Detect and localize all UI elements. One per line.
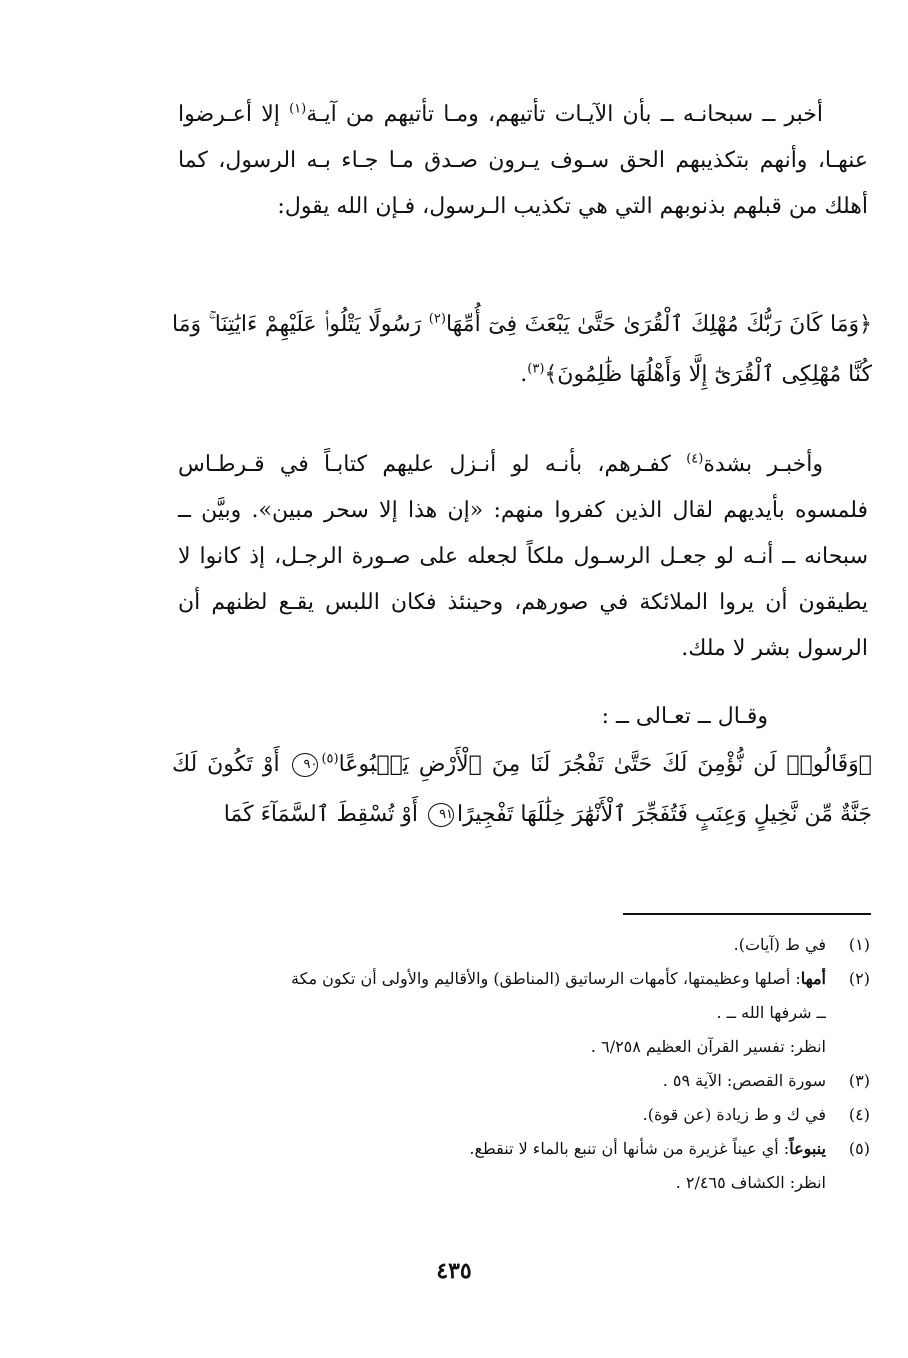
footnote-4 — [180, 1098, 870, 1132]
paragraph-3 — [178, 694, 868, 740]
paragraph-2-text-a: وأخبـر بشدة — [703, 452, 823, 477]
footnote-ref-1[interactable]: (١) — [289, 101, 307, 117]
footnote-5 — [180, 1132, 870, 1166]
verse-2-text-c: أَوْ تُسْقِطَ ٱلسَّمَآءَ كَمَا — [223, 802, 426, 827]
footnote-ref-2[interactable]: (٢) — [428, 311, 446, 327]
verse-2-text-a: ﴿وَقَالُوا۟ لَن نُّؤْمِنَ لَكَ حَتَّىٰ تَفْجُرَ لَنَا مِنَ ٱلْأَرْضِ يَنۢبُوعًا — [338, 752, 872, 777]
footnote-5-number: (٥) — [848, 1139, 870, 1158]
footnote-2-number: (٢) — [848, 969, 870, 988]
footnote-2-body — [180, 962, 826, 996]
footnote-2-continuation: ــ شرفها الله ــ . — [716, 1003, 826, 1022]
footnote-divider — [623, 913, 871, 915]
footnote-1-number: (١) — [848, 935, 870, 954]
footnote-4-number: (٤) — [848, 1105, 870, 1124]
footnote-5-text: : أي عيناً غزيرة من شأنها أن تنبع بالماء لا تنقطع. — [469, 1139, 790, 1158]
paragraph-2 — [178, 442, 868, 672]
footnote-2-term: أمها — [800, 969, 826, 988]
paragraph-3-text: وقـال ــ تعـالى ــ : — [601, 704, 768, 729]
verse-2-text-b: أَوْ تَكُونَ لَكَ جَنَّةٌ مِّن نَّخِيلٍ وَعِنَبٍ فَتُفَجِّرَ ٱلْأَنْهَٰرَ خِلَٰلَهَا تَفْجِيرًا — [172, 752, 872, 827]
footnote-3 — [180, 1064, 870, 1098]
paragraph-1-text-b: إلا أعـرضوا عنهـا، وأنهم بتكذيبهم الحق سـوف يـرون صـدق مـا جـاء بـه الرسول، كما أهلك من قبلهم بذنوبهم التي هي تكذيب الـرسول، فـإن الله يقول: — [178, 102, 868, 219]
footnote-ref-4[interactable]: (٤) — [686, 451, 704, 467]
paragraph-2-text-b: كفـرهم، بأنـه لو أنـزل عليهم كتابـاً في قـرطـاس فلمسوه بأيديهم لقال الذين كفروا منهم: «إن هذا إلا سحر مبين». وبيَّن ــ سبحانه ــ أنـه لو جعـل الرسـول ملكاً لجعله على صـورة الرجـل، إذ كانوا لا يطيقون أن يروا الملائكة في صورهم، وحينئذ فكان اللبس يقـع لظنهم أن الرسول بشر لا ملك. — [178, 452, 868, 661]
paragraph-1-text-a: أخبر ــ سبحانـه ــ بأن الآيـات تأتيهم، ومـا تأتيهم من آيـة — [306, 102, 823, 127]
footnote-5-term: ينبوعاً — [789, 1139, 826, 1158]
footnotes-section — [180, 928, 870, 1200]
footnote-ref-5[interactable]: (٥) — [321, 751, 339, 767]
verse-1-text-b: رَسُولًا يَتْلُوا۟ عَلَيْهِمْ ءَايَٰتِنَا ۚ وَمَا كُنَّا مُهْلِكِى ٱلْقُرَىٰٓ إِلَّا وَأَهْلُهَا ظَٰلِمُونَ﴾ — [172, 312, 872, 387]
footnote-2-text: : أصلها وعظيمتها، كأمهات الرساتيق (المناطق) والأقاليم والأولى أن تكون مكة — [291, 969, 801, 988]
footnote-1 — [180, 928, 870, 962]
paragraph-1 — [178, 92, 868, 230]
verse-1-text-a: ﴿وَمَا كَانَ رَبُّكَ مُهْلِكَ ٱلْقُرَىٰ حَتَّىٰ يَبْعَثَ فِىٓ أُمِّهَا — [445, 312, 873, 337]
quran-verse-1 — [172, 300, 872, 400]
footnote-4-text: في ك و ط زيادة (عن قوة). — [642, 1105, 826, 1124]
footnote-2 — [180, 962, 870, 996]
footnote-3-text: سورة القصص: الآية ٥٩ . — [662, 1071, 826, 1090]
verse-number-90-marker: ٩٠ — [292, 753, 318, 777]
footnote-ref-3[interactable]: (٣) — [527, 361, 545, 377]
footnote-5-reference: انظر: الكشاف ٢/٤٦٥ . — [675, 1173, 826, 1192]
footnote-2-reference: انظر: تفسير القرآن العظيم ٦/٢٥٨ . — [590, 1037, 826, 1056]
footnote-5-body — [180, 1132, 826, 1166]
quran-verse-2 — [172, 740, 872, 840]
footnote-1-text: في ط (آيات). — [733, 935, 826, 954]
verse-1-end: . — [520, 362, 528, 387]
verse-number-91-marker: ٩١ — [428, 803, 454, 827]
footnote-3-number: (٣) — [848, 1071, 870, 1090]
page-number: ٤٣٥ — [436, 1258, 472, 1284]
